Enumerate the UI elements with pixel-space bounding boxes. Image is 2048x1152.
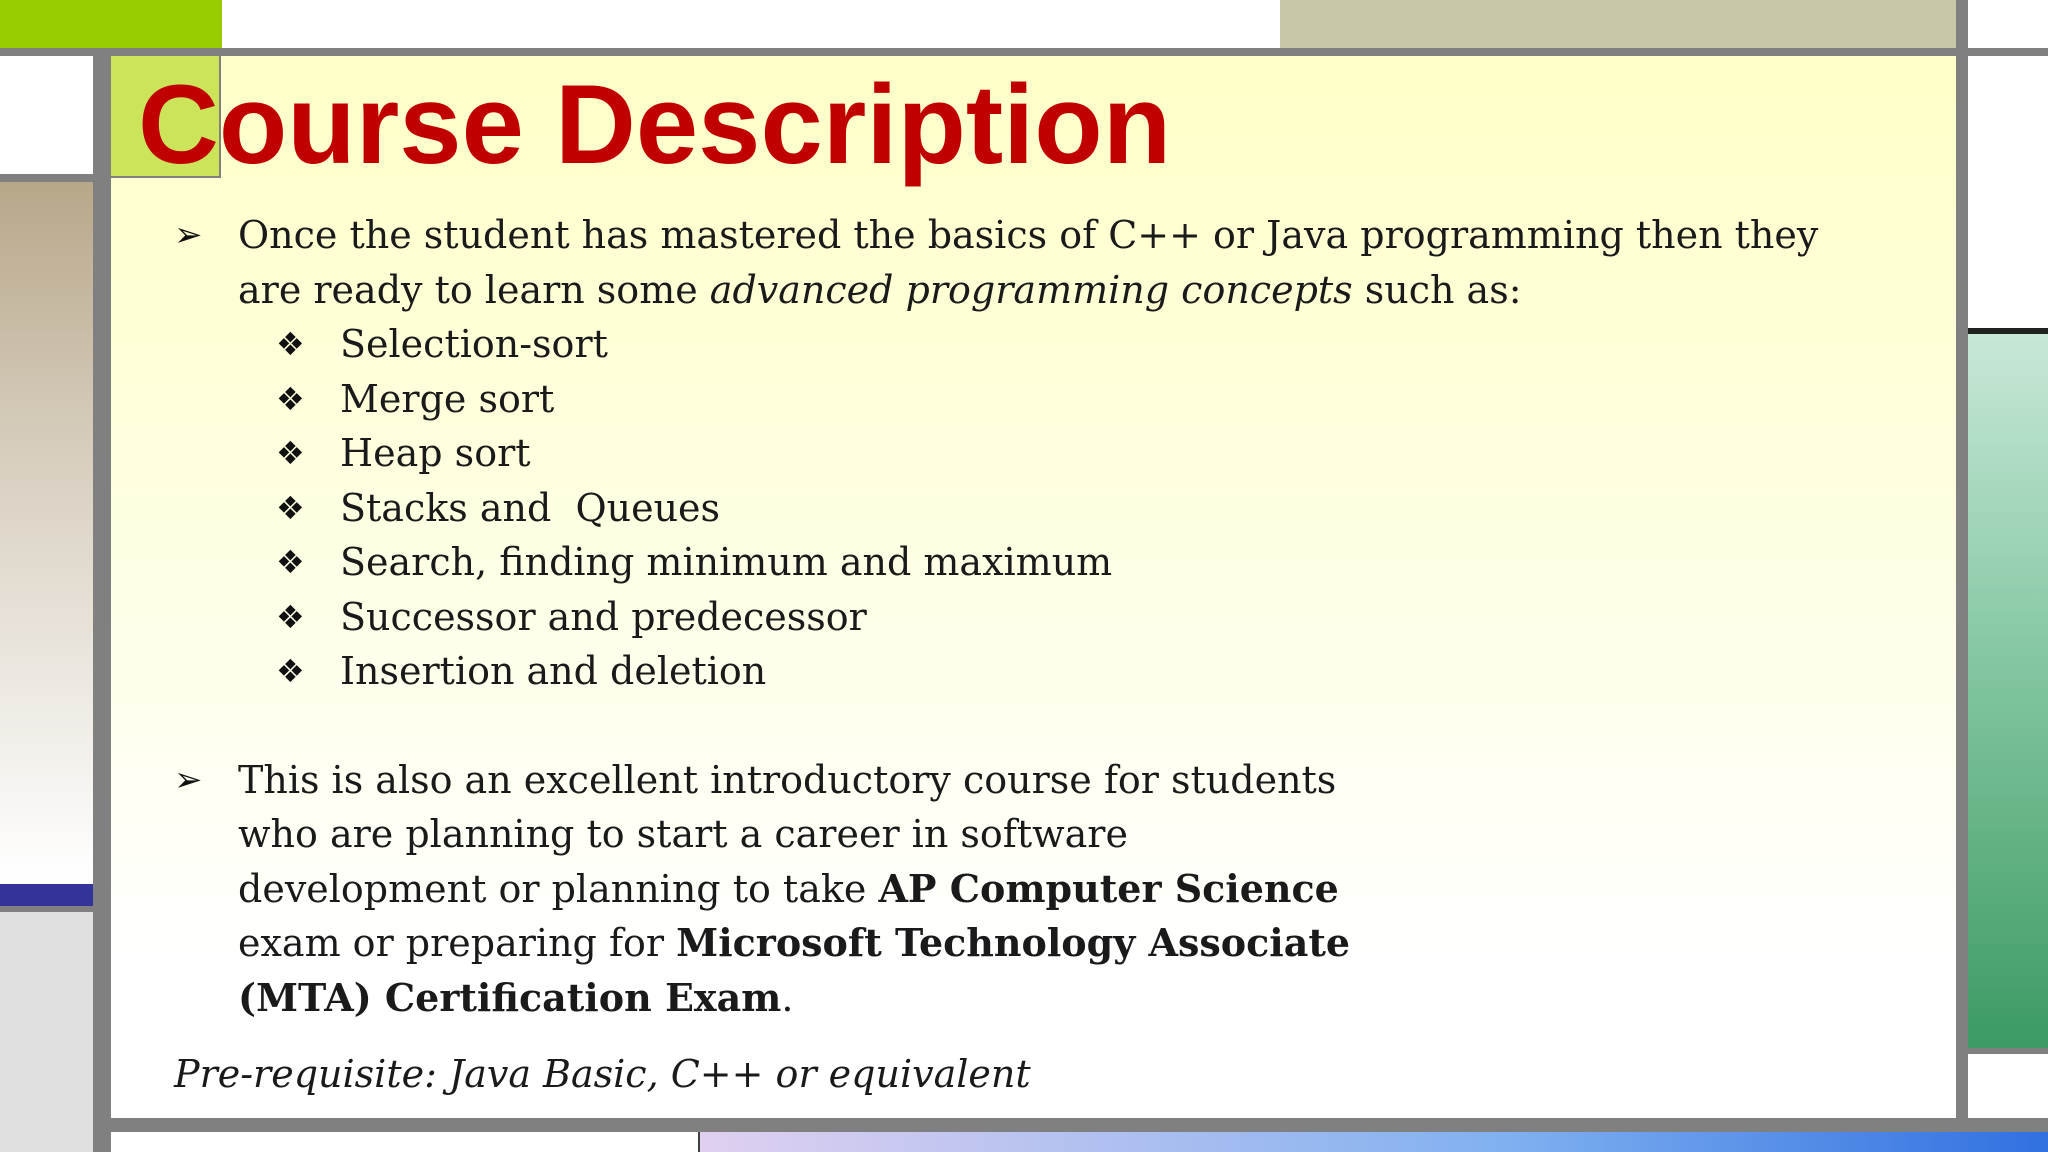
topic-label: Search, finding minimum and maximum <box>340 540 1113 584</box>
right-green-gradient-block <box>1968 334 2048 1048</box>
topic-list <box>174 317 1874 699</box>
topic-label: Heap sort <box>340 431 531 475</box>
slide-body <box>174 208 1874 1102</box>
career-bold-ap: AP Computer Science <box>878 865 1339 911</box>
diamond-bullet-icon: ❖ <box>276 652 305 690</box>
diamond-bullet-icon: ❖ <box>276 379 305 418</box>
career-text-1: This is also an excellent introductory course for students who are planning to start a career in software development or planning to take <box>238 757 1337 911</box>
left-blue-stripe <box>0 884 93 906</box>
diamond-bullet-icon: ❖ <box>276 488 305 527</box>
left-lightgray-block <box>0 912 93 1152</box>
topic-label: Insertion and deletion <box>340 649 767 693</box>
intro-text-before: Once the student has mastered the basics of C++ or Java programming then they are ready to learn some <box>238 213 1819 312</box>
topic-label: Successor and predecessor <box>340 594 867 639</box>
diamond-bullet-icon: ❖ <box>276 434 305 472</box>
topic-label: Merge sort <box>340 376 555 421</box>
slide-title: Course Description <box>138 62 1172 187</box>
intro-paragraph <box>174 208 1874 317</box>
list-item <box>276 644 1874 699</box>
list-item <box>276 590 1874 645</box>
top-frame-bar <box>0 48 2048 56</box>
bottom-gradient-border-left <box>698 1130 700 1152</box>
right-divider-line <box>1968 1048 2048 1054</box>
career-bold-mta: Microsoft Technology Associate (MTA) Certification Exam <box>238 920 1351 1020</box>
topic-label: Selection-sort <box>340 322 608 366</box>
diamond-bullet-icon: ❖ <box>276 543 305 581</box>
career-paragraph <box>174 753 1874 1026</box>
diamond-bullet-icon: ❖ <box>276 325 305 363</box>
list-item <box>276 317 1874 372</box>
spacer <box>174 699 1874 753</box>
bottom-blue-gradient-block <box>700 1132 2048 1152</box>
diamond-bullet-icon: ❖ <box>276 597 305 636</box>
topic-label: Stacks and Queues <box>340 485 721 530</box>
career-text-2: exam or preparing for <box>238 921 677 965</box>
top-right-tan-block <box>1280 0 1956 48</box>
list-item <box>276 426 1874 481</box>
left-frame-bar <box>93 48 111 1152</box>
left-tan-gradient-block <box>0 182 93 882</box>
prerequisite-note: Pre-requisite: Java Basic, C++ or equivalent <box>174 1052 1031 1096</box>
top-left-green-block <box>0 0 222 48</box>
list-item <box>276 372 1874 427</box>
arrow-bullet-icon: ➢ <box>174 215 203 255</box>
list-item <box>276 535 1874 590</box>
intro-emphasis: advanced programming concepts <box>709 267 1353 312</box>
left-divider-line <box>0 174 93 182</box>
list-item <box>276 481 1874 536</box>
arrow-bullet-icon: ➢ <box>174 759 203 800</box>
right-frame-bar <box>1956 0 1968 1120</box>
intro-text-after: such as: <box>1352 267 1522 312</box>
bottom-frame-bar <box>93 1118 2048 1132</box>
career-text-3: . <box>781 975 794 1020</box>
